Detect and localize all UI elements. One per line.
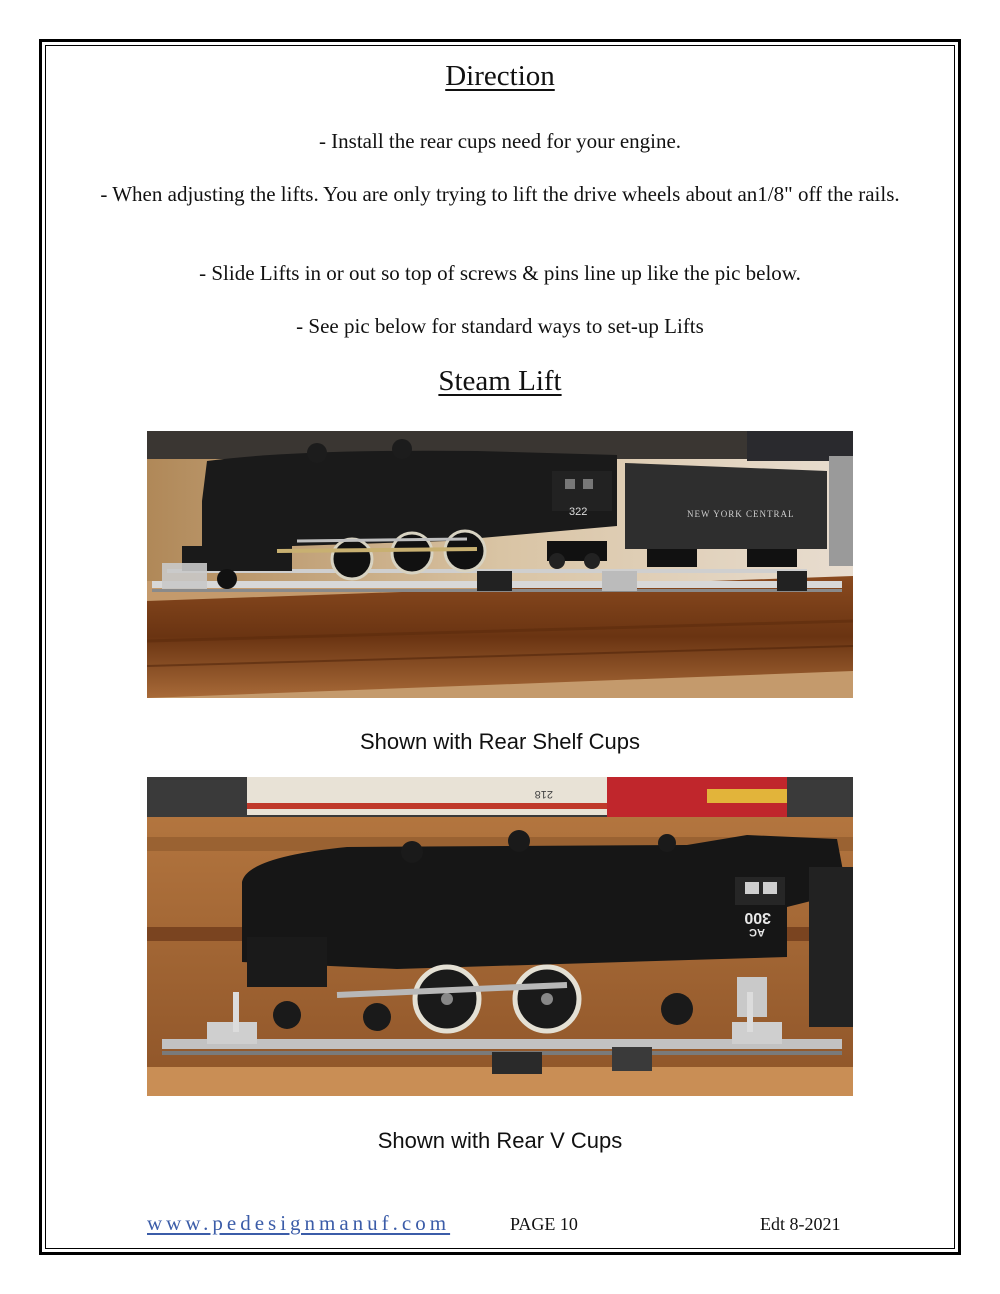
direction-item-install-cups: - Install the rear cups need for your engine. (318, 129, 682, 153)
engine-number-322: 322 (569, 506, 588, 518)
engine-number-300: 300 (744, 909, 771, 926)
caption-rear-shelf-cups: Shown with Rear Shelf Cups (359, 729, 641, 754)
direction-item-slide-lifts: - Slide Lifts in or out so top of screws & pins line up like the pic below. (199, 261, 801, 285)
steam-engine-photo-v-cups (147, 777, 853, 1096)
tender-text-new-york-central: NEW YORK CENTRAL (687, 509, 795, 519)
direction-item-see-pic: - See pic below for standard ways to set-up Lifts (296, 314, 704, 338)
caption-rear-v-cups: Shown with Rear V Cups (377, 1128, 623, 1153)
footer-website-link[interactable]: www.pedesignmanuf.com (147, 1211, 451, 1235)
direction-heading: Direction (445, 60, 555, 92)
background-car-number: 218 (534, 788, 553, 800)
engine-letters-ac: AC (749, 926, 765, 938)
footer-edition: Edt 8-2021 (760, 1214, 841, 1234)
steam-engine-photo-shelf-cups (147, 431, 853, 698)
steam-lift-heading: Steam Lift (438, 365, 562, 397)
direction-item-adjust-lifts: - When adjusting the lifts. You are only trying to lift the drive wheels about an1/8" off the rails. (100, 182, 900, 206)
footer-page-number: PAGE 10 (510, 1214, 578, 1234)
